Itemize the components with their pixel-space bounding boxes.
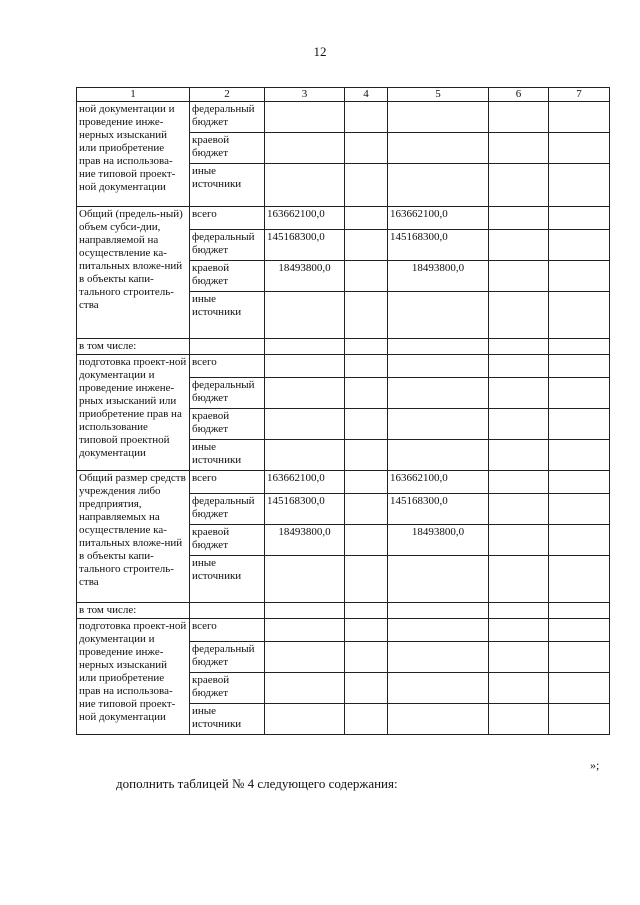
amendment-text: дополнить таблицей № 4 следующего содержания: <box>116 776 398 791</box>
empty-cell <box>549 494 610 525</box>
source-cell: краевой бюджет <box>190 409 265 440</box>
empty-cell <box>549 603 610 619</box>
empty-cell <box>549 292 610 339</box>
empty-cell <box>345 556 388 603</box>
value-cell <box>388 440 489 471</box>
empty-cell <box>190 603 265 619</box>
empty-cell <box>549 133 610 164</box>
source-cell: федеральный бюджет <box>190 642 265 673</box>
value-cell <box>265 355 345 378</box>
row-label: ной документации и проведение инже-нерных изысканий или приобретение прав на использова-ние типовой проект-ной документации <box>77 102 190 207</box>
empty-cell <box>549 642 610 673</box>
source-cell: всего <box>190 471 265 494</box>
empty-cell <box>345 164 388 207</box>
source-cell: краевой бюджет <box>190 261 265 292</box>
value-cell: 163662100,0 <box>265 207 345 230</box>
empty-cell <box>549 261 610 292</box>
empty-cell <box>549 556 610 603</box>
empty-cell <box>345 292 388 339</box>
value-cell: 145168300,0 <box>388 230 489 261</box>
subsection-label: в том числе: <box>77 339 190 355</box>
empty-cell <box>345 339 388 355</box>
value-cell: 145168300,0 <box>388 494 489 525</box>
empty-cell <box>489 440 549 471</box>
value-cell <box>388 673 489 704</box>
empty-cell <box>489 673 549 704</box>
empty-cell <box>388 603 489 619</box>
source-cell: краевой бюджет <box>190 673 265 704</box>
empty-cell <box>388 339 489 355</box>
empty-cell <box>489 603 549 619</box>
header-cell: 7 <box>549 88 610 102</box>
source-cell: федеральный бюджет <box>190 230 265 261</box>
empty-cell <box>549 409 610 440</box>
empty-cell <box>549 619 610 642</box>
source-cell: федеральный бюджет <box>190 378 265 409</box>
empty-cell <box>345 440 388 471</box>
empty-cell <box>489 704 549 735</box>
empty-cell <box>265 339 345 355</box>
empty-cell <box>345 704 388 735</box>
empty-cell <box>489 556 549 603</box>
value-cell <box>388 102 489 133</box>
empty-cell <box>345 261 388 292</box>
row-label: подготовка проект-ной документации и проведение инже-нерных изысканий или приобретение прав на использова-ние типовой проект-ной документации <box>77 619 190 735</box>
row-label: Общий (предель-ный) объем субси-дии, направляемой на осуществление ка-питальных вложе-ний в объекты капи-тального строитель-ства <box>77 207 190 339</box>
empty-cell <box>489 102 549 133</box>
value-cell <box>265 378 345 409</box>
empty-cell <box>345 494 388 525</box>
header-cell: 6 <box>489 88 549 102</box>
empty-cell <box>345 673 388 704</box>
source-cell: всего <box>190 619 265 642</box>
value-cell <box>265 133 345 164</box>
empty-cell <box>489 525 549 556</box>
empty-cell <box>265 603 345 619</box>
table-row <box>77 355 610 378</box>
row-label: Общий размер средств учреждения либо предприятия, направляемых на осуществление ка-питальных вложе-ний в объекты капи-тального строитель-ства <box>77 471 190 603</box>
value-cell: 18493800,0 <box>388 525 489 556</box>
empty-cell <box>549 378 610 409</box>
empty-cell <box>345 355 388 378</box>
empty-cell <box>489 471 549 494</box>
value-cell <box>265 409 345 440</box>
empty-cell <box>549 673 610 704</box>
empty-cell <box>345 378 388 409</box>
table-row <box>77 471 610 494</box>
empty-cell <box>489 339 549 355</box>
source-cell: федеральный бюджет <box>190 494 265 525</box>
source-cell: иные источники <box>190 556 265 603</box>
source-cell: всего <box>190 207 265 230</box>
source-cell: иные источники <box>190 704 265 735</box>
empty-cell <box>549 102 610 133</box>
value-cell <box>388 378 489 409</box>
empty-cell <box>489 133 549 164</box>
empty-cell <box>345 619 388 642</box>
header-cell: 4 <box>345 88 388 102</box>
empty-cell <box>489 378 549 409</box>
source-cell: краевой бюджет <box>190 525 265 556</box>
closing-quote: »; <box>590 758 600 772</box>
empty-cell <box>549 440 610 471</box>
empty-cell <box>345 642 388 673</box>
source-cell: иные источники <box>190 440 265 471</box>
value-cell: 163662100,0 <box>265 471 345 494</box>
empty-cell <box>489 642 549 673</box>
source-cell: федеральный бюджет <box>190 102 265 133</box>
value-cell: 163662100,0 <box>388 207 489 230</box>
empty-cell <box>345 603 388 619</box>
value-cell <box>388 619 489 642</box>
empty-cell <box>345 230 388 261</box>
value-cell <box>265 440 345 471</box>
value-cell: 18493800,0 <box>388 261 489 292</box>
empty-cell <box>549 525 610 556</box>
empty-cell <box>345 102 388 133</box>
source-cell: всего <box>190 355 265 378</box>
empty-cell <box>345 133 388 164</box>
subsection-label: в том числе: <box>77 603 190 619</box>
empty-cell <box>489 409 549 440</box>
header-cell: 2 <box>190 88 265 102</box>
value-cell: 145168300,0 <box>265 230 345 261</box>
empty-cell <box>549 471 610 494</box>
empty-cell <box>489 355 549 378</box>
table-row <box>77 207 610 230</box>
header-cell: 3 <box>265 88 345 102</box>
empty-cell <box>489 292 549 339</box>
value-cell <box>265 102 345 133</box>
value-cell <box>265 292 345 339</box>
value-cell <box>265 673 345 704</box>
empty-cell <box>345 525 388 556</box>
page-number: 12 <box>313 44 327 59</box>
empty-cell <box>489 207 549 230</box>
table-row <box>77 339 610 355</box>
value-cell <box>388 704 489 735</box>
header-cell: 5 <box>388 88 489 102</box>
empty-cell <box>549 704 610 735</box>
empty-cell <box>489 619 549 642</box>
value-cell: 163662100,0 <box>388 471 489 494</box>
value-cell <box>388 292 489 339</box>
header-cell: 1 <box>77 88 190 102</box>
value-cell <box>388 642 489 673</box>
value-cell <box>388 556 489 603</box>
header-row <box>77 88 610 102</box>
source-cell: иные источники <box>190 164 265 207</box>
source-cell: краевой бюджет <box>190 133 265 164</box>
source-cell: иные источники <box>190 292 265 339</box>
empty-cell <box>489 164 549 207</box>
table-row <box>77 102 610 133</box>
value-cell <box>265 642 345 673</box>
value-cell <box>388 133 489 164</box>
empty-cell <box>345 409 388 440</box>
empty-cell <box>489 261 549 292</box>
empty-cell <box>345 207 388 230</box>
value-cell <box>265 619 345 642</box>
empty-cell <box>190 339 265 355</box>
empty-cell <box>549 355 610 378</box>
empty-cell <box>549 339 610 355</box>
table-row <box>77 603 610 619</box>
empty-cell <box>345 471 388 494</box>
value-cell <box>265 704 345 735</box>
row-label: подготовка проект-ной документации и проведение инжене-рных изысканий или приобретение прав на использование типовой проектной документации <box>77 355 190 471</box>
empty-cell <box>549 230 610 261</box>
value-cell: 18493800,0 <box>265 261 345 292</box>
value-cell: 18493800,0 <box>265 525 345 556</box>
empty-cell <box>489 230 549 261</box>
value-cell <box>388 409 489 440</box>
empty-cell <box>549 207 610 230</box>
table-row <box>77 619 610 642</box>
empty-cell <box>489 494 549 525</box>
subsidy-table <box>76 87 610 735</box>
value-cell <box>265 164 345 207</box>
value-cell <box>388 164 489 207</box>
empty-cell <box>549 164 610 207</box>
value-cell <box>388 355 489 378</box>
value-cell <box>265 556 345 603</box>
value-cell: 145168300,0 <box>265 494 345 525</box>
